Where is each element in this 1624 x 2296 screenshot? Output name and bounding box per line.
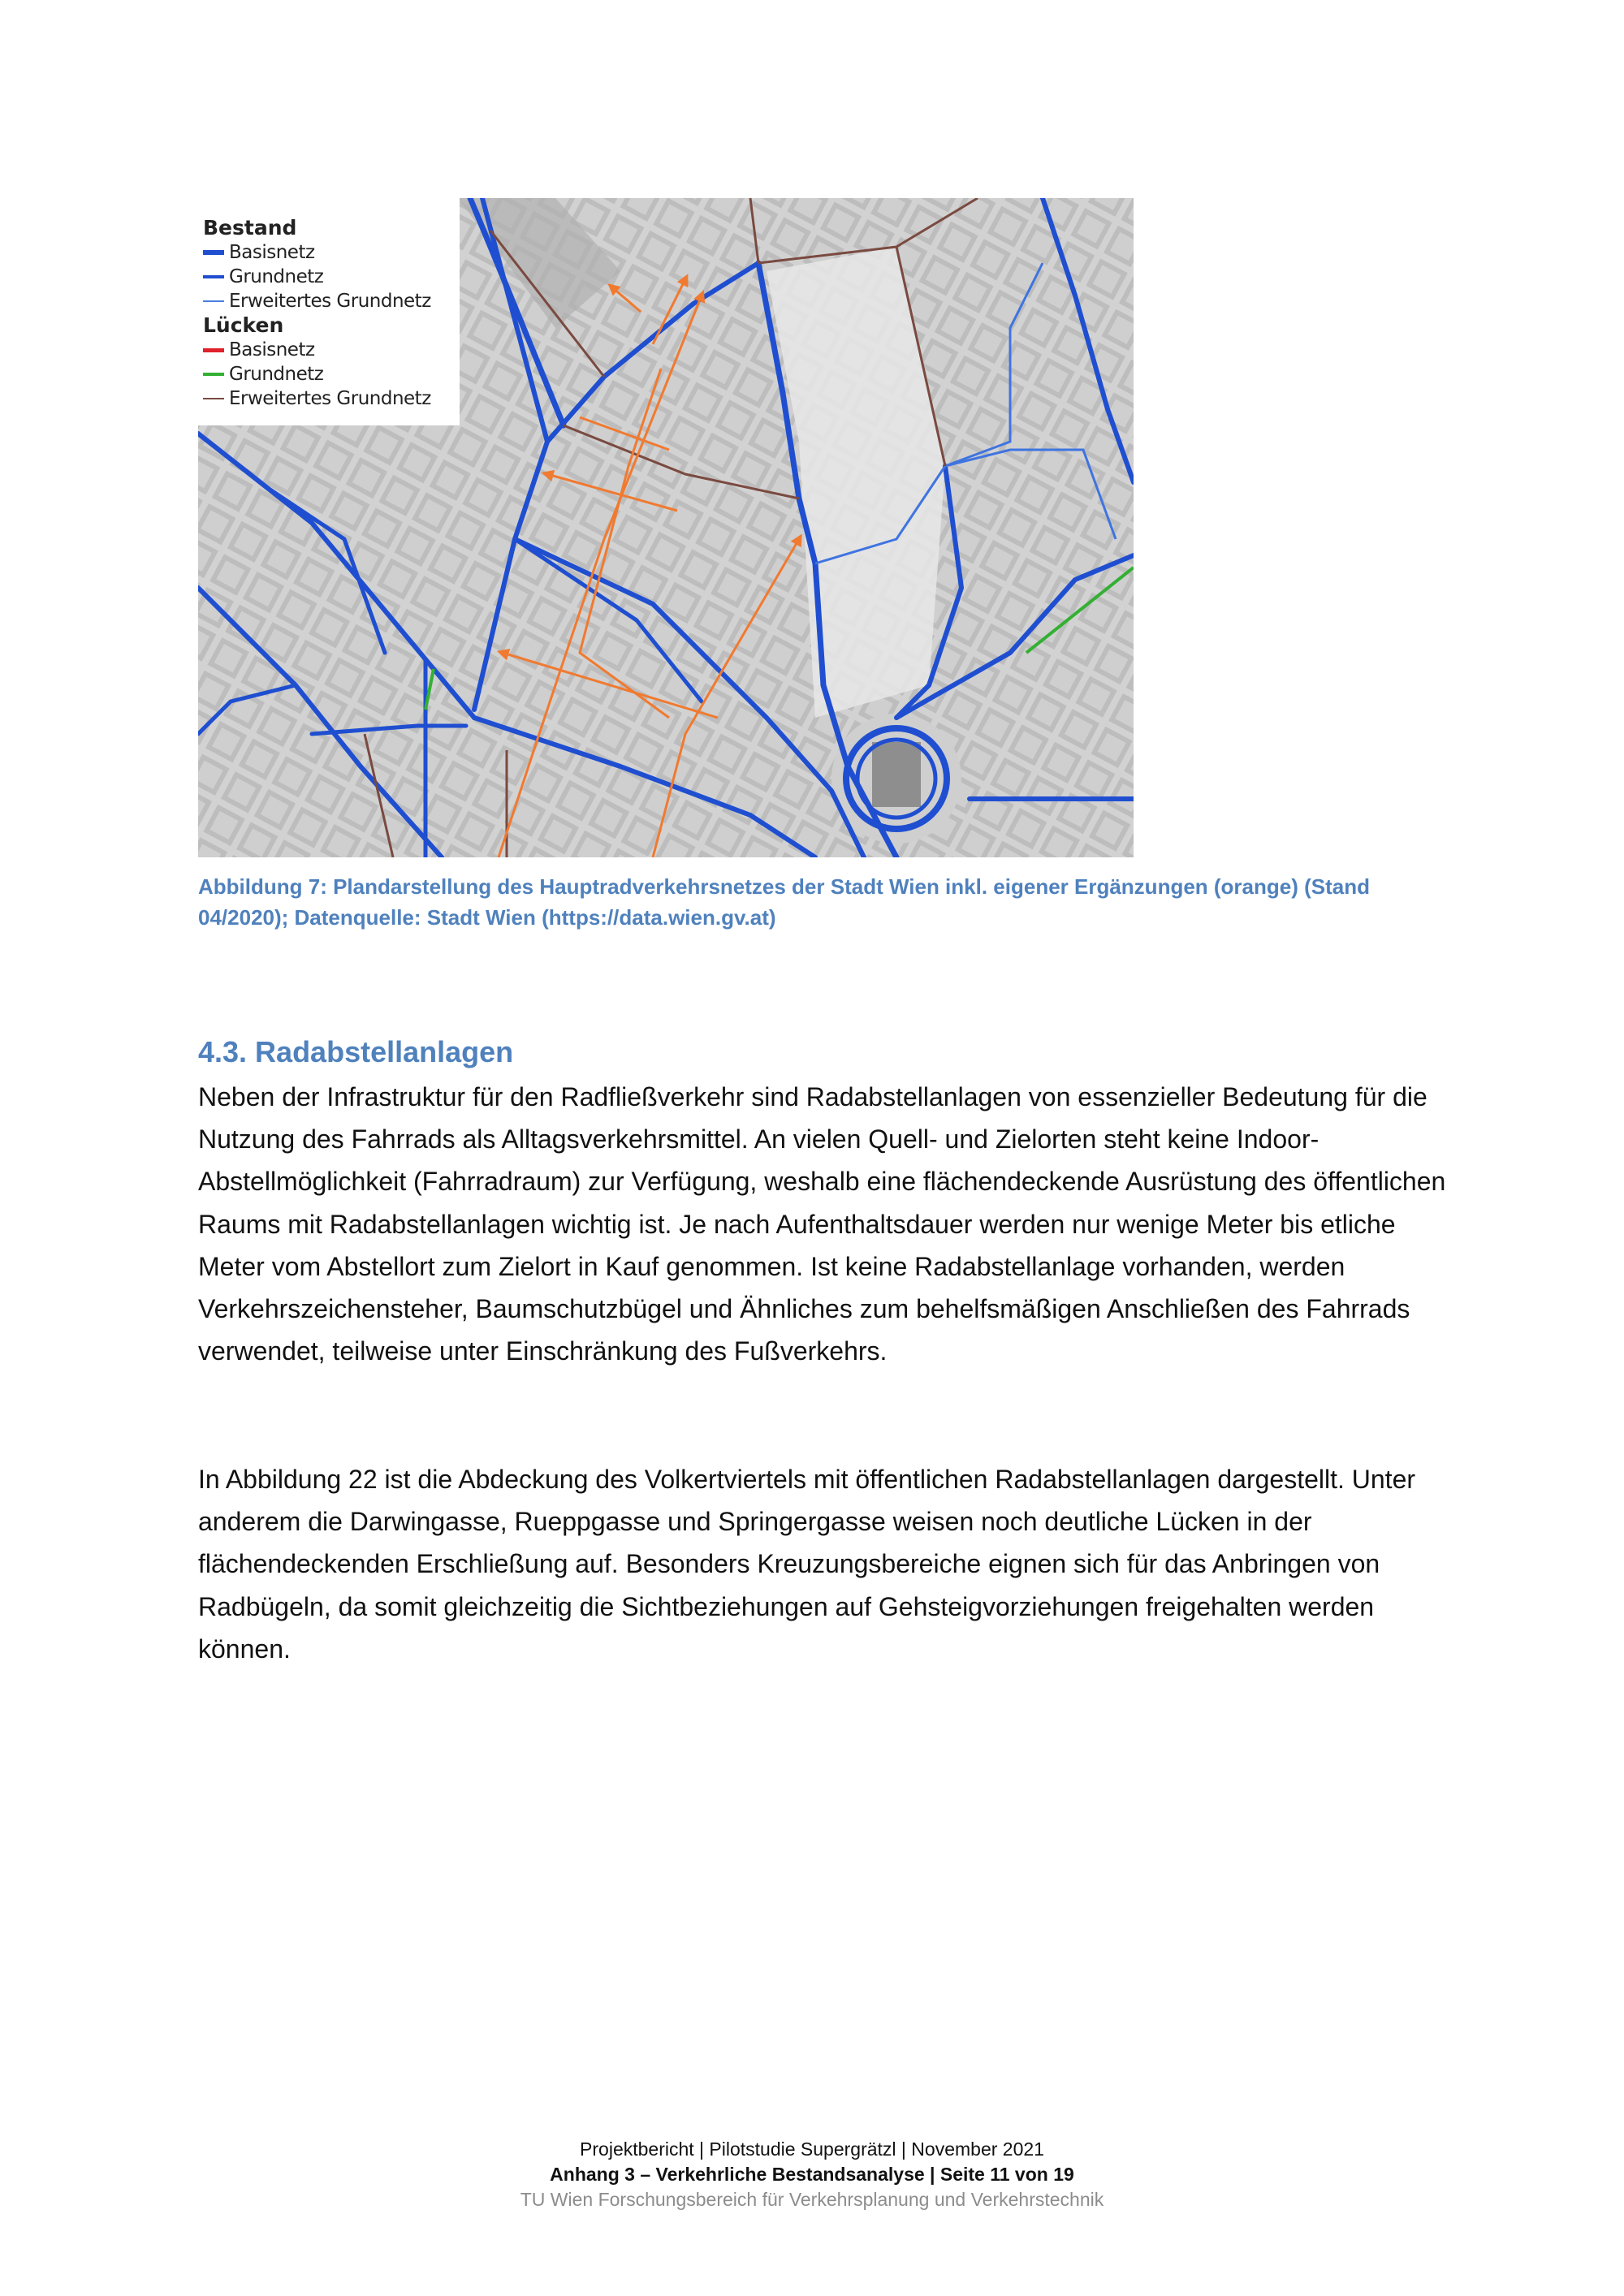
legend-item-bestand-erweitert	[203, 289, 460, 313]
legend-label: Basisnetz	[229, 339, 315, 360]
legend-heading-bestand: Bestand	[203, 216, 297, 240]
legend-heading-luecken: Lücken	[203, 313, 284, 337]
legend-item-bestand-basisnetz	[203, 240, 460, 265]
legend-label: Grundnetz	[229, 364, 324, 385]
church-building	[872, 742, 921, 807]
legend-item-luecken-erweitert	[203, 386, 460, 411]
footer-institution-line: TU Wien Forschungsbereich für Verkehrsplanung und Verkehrstechnik	[520, 2189, 1104, 2210]
legend-swatch	[203, 373, 224, 376]
footer-project-line: Projektbericht | Pilotstudie Supergrätzl | November 2021	[580, 2138, 1044, 2160]
section-heading: 4.3. Radabstellanlagen	[198, 1035, 514, 1068]
legend-swatch	[203, 348, 224, 352]
legend-label: Erweitertes Grundnetz	[229, 388, 431, 409]
legend-item-bestand-grundnetz	[203, 265, 460, 289]
legend-item-luecken-basisnetz	[203, 338, 460, 362]
network-map	[198, 198, 1134, 857]
legend-swatch	[203, 275, 224, 278]
legend-swatch	[203, 300, 224, 302]
body-paragraph: Neben der Infrastruktur für den Radfließverkehr sind Radabstellanlagen von essenzieller Bedeutung für die Nutzung des Fahrrads als Alltagsverkehrsmittel. An vielen Quell- und Zielorten steht keine Indoor-Abstellmöglichkeit (Fahrradraum) zur Verfügung, weshalb eine flächendeckende Ausrüstung des öffentlichen Raums mit Radabstellanlagen wichtig ist. Je nach Aufenthaltsdauer werden nur wenige Meter bis etliche Meter vom Abstellort zum Zielort in Kauf genommen. Ist keine Radabstellanlage vorhanden, werden Verkehrszeichensteher, Baumschutzbügel und Ähnliches zum behelfsmäßigen Anschließen des Fahrrads verwendet, teilweise unter Einschränkung des Fußverkehrs.	[198, 1082, 1446, 1366]
legend-swatch	[203, 250, 224, 255]
body-paragraph: In Abbildung 22 ist die Abdeckung des Volkertviertels mit öffentlichen Radabstellanlagen dargestellt. Unter anderem die Darwingasse, Rueppgasse und Springergasse weisen noch deutliche Lücken in der flächendeckenden Erschließung auf. Besonders Kreuzungsbereiche eignen sich für das Anbringen von Radbügeln, da somit gleichzeitig die Sichtbeziehungen auf Gehsteigvorziehungen freigehalten werden können.	[198, 1465, 1416, 1664]
figure-caption: Abbildung 7: Plandarstellung des Hauptradverkehrsnetzes der Stadt Wien inkl. eigener Ergänzungen (orange) (Stand 04/2020); Datenquelle: Stadt Wien (https://data.wien.gv.at)	[198, 874, 1370, 930]
legend-label: Erweitertes Grundnetz	[229, 291, 431, 312]
legend-swatch	[203, 398, 224, 399]
legend-label: Grundnetz	[229, 266, 324, 287]
legend-item-luecken-grundnetz	[203, 362, 460, 386]
map-legend	[198, 198, 460, 425]
legend-label: Basisnetz	[229, 242, 315, 263]
footer-page-line: Anhang 3 – Verkehrliche Bestandsanalyse | Seite 11 von 19	[550, 2164, 1074, 2185]
